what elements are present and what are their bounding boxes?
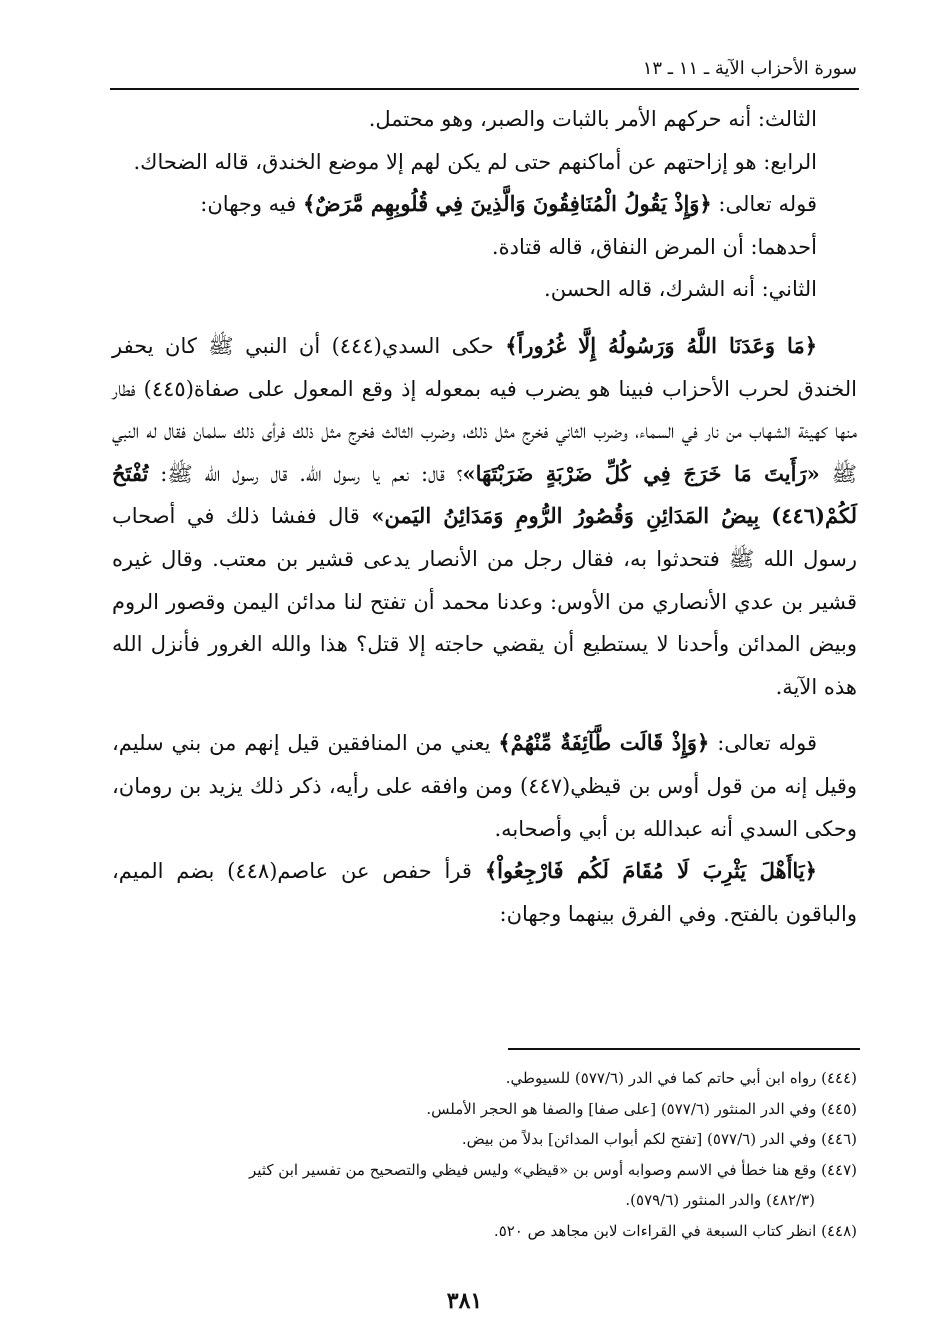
narration-text: قال ففشا ذلك في أصحاب رسول الله ﷺ فتحدثوا به، فقال رجل من الأنصار يدعى قشير بن معتب. وقال غيره قشير بن عدي الأنصاري من الأوس: وعدنا محمد أن تفتح لنا مدائن اليمن وقصور الروم وبيض المدائن وأحدنا لا يستطيع أن يقضي حاجته إلا قتل؟ هذا والله الغرور فأنزل الله هذه الآية. [112, 504, 857, 699]
narration-text: حكى السدي(٤٤٤) أن النبي ﷺ كان يحفر الخندق لحرب الأحزاب فبينا هو يضرب فيه بمعوله إذ وقع المعول على صفاة(٤٤٥) فطار منها كهيئة الشهاب من نار في السماء، وضرب الثاني فخرج مثل ذلك، وضرب الثالث فخرج مثل ذلك فرأى ذلك سلمان فقال له النبي ﷺ [112, 333, 857, 486]
footnote: (٤٤٥) وفي الدر المنثور (٥٧٧/٦) [على صفا] والصفا هو الحجر الأملس. [426, 1099, 857, 1118]
paragraph-prefix: قوله تعالى: [709, 731, 818, 756]
paragraph-verse-yathrib [112, 850, 857, 935]
paragraph-second-view: الثاني: أنه الشرك، قاله الحسن. [544, 277, 817, 302]
main-text [112, 98, 857, 935]
quran-verse: ﴿وَإِذْ قَالَت طَّآئِفَةٌ مِّنْهُمْ﴾ [498, 730, 710, 756]
paragraph-fourth-view: الرابع: هو إزاحتهم عن أماكنهم حتى لم يكن لهم إلا موضع الخندق، قاله الضحاك. [133, 149, 817, 174]
running-header: سورة الأحزاب الآية ـ ١١ ـ ١٣ [642, 58, 857, 79]
paragraph-verse-faction [112, 722, 857, 850]
paragraph-prefix: قوله تعالى: [711, 192, 817, 217]
paragraph-suffix: يعني من المنافقين قيل إنهم من بني سليم، وقيل إنه من قول أوس بن قيظي(٤٤٧) ومن وافقه على رأيه، ذكر ذلك يزيد بن رومان، وحكى السدي أنه عبدالله بن أبي وأصحابه. [112, 731, 857, 841]
paragraph-trench-narration [112, 325, 857, 708]
quran-verse: ﴿يَاأَهْلَ يَثْرِبَ لَا مُقَامَ لَكُم فَارْجِعُواْ﴾ [484, 858, 817, 884]
footnote: (٤٤٨) انظر كتاب السبعة في القراءات لابن مجاهد ص ٥٢٠. [493, 1221, 857, 1240]
hadith-quote: «رَأَيتَ مَا خَرَجَ فِي كُلِّ ضَرْبَةٍ ضَرَبْتَهَا» [462, 460, 820, 486]
paragraph-suffix: قرأ حفص عن عاصم(٤٤٨) بضم الميم، والباقون بالفتح. وفي الفرق بينهما وجهان: [112, 859, 857, 926]
paragraph-suffix: فيه وجهان: [200, 192, 303, 217]
hadith-quote: تُفْتَحُ لَكُمْ(٤٤٦) بِيضُ المَدَائِنِ وَقُصُورُ الرُّومِ وَمَدَائِنُ اليَمن» [112, 460, 858, 529]
paragraph-first-view: أحدهما: أن المرض النفاق، قاله قتادة. [491, 234, 817, 259]
footnote-continuation: (٤٨٢/٣) والدر المنثور (٥٧٩/٦). [625, 1191, 815, 1209]
footnote: (٤٤٦) وفي الدر (٥٧٧/٦) [تفتح لكم أبواب المدائن] بدلاً من بيض. [461, 1130, 857, 1148]
quran-verse: ﴿مَا وَعَدَنَا اللَّهُ وَرَسُولُهُ إِلَّا غُرُوراً﴾ [505, 332, 817, 358]
paragraph-verse-hypocrites [112, 183, 857, 226]
narration-text: ؟ قال: نعم يا رسول الله. قال رسول الله ﷺ: [148, 461, 463, 486]
footnote-divider [508, 1048, 860, 1050]
page-number: ٣٨١ [446, 1288, 483, 1314]
quran-verse: ﴿وَإِذْ يَقُولُ الْمُنَافِقُونَ وَالَّذِينَ فِي قُلُوبِهِم مَّرَضٌ﴾ [302, 191, 712, 217]
footnote: (٤٤٧) وقع هنا خطأ في الاسم وصوابه أوس بن «قيظي» وليس فيظي والتصحيح من تفسير ابن كثير [249, 1160, 857, 1179]
paragraph-third-view: الثالث: أنه حركهم الأمر بالثبات والصبر، وهو محتمل. [368, 107, 817, 131]
footnotes [112, 1063, 857, 1246]
header-divider [110, 88, 859, 90]
footnote: (٤٤٤) رواه ابن أبي حاتم كما في الدر (٥٧٧/٦) للسيوطي. [505, 1069, 857, 1087]
